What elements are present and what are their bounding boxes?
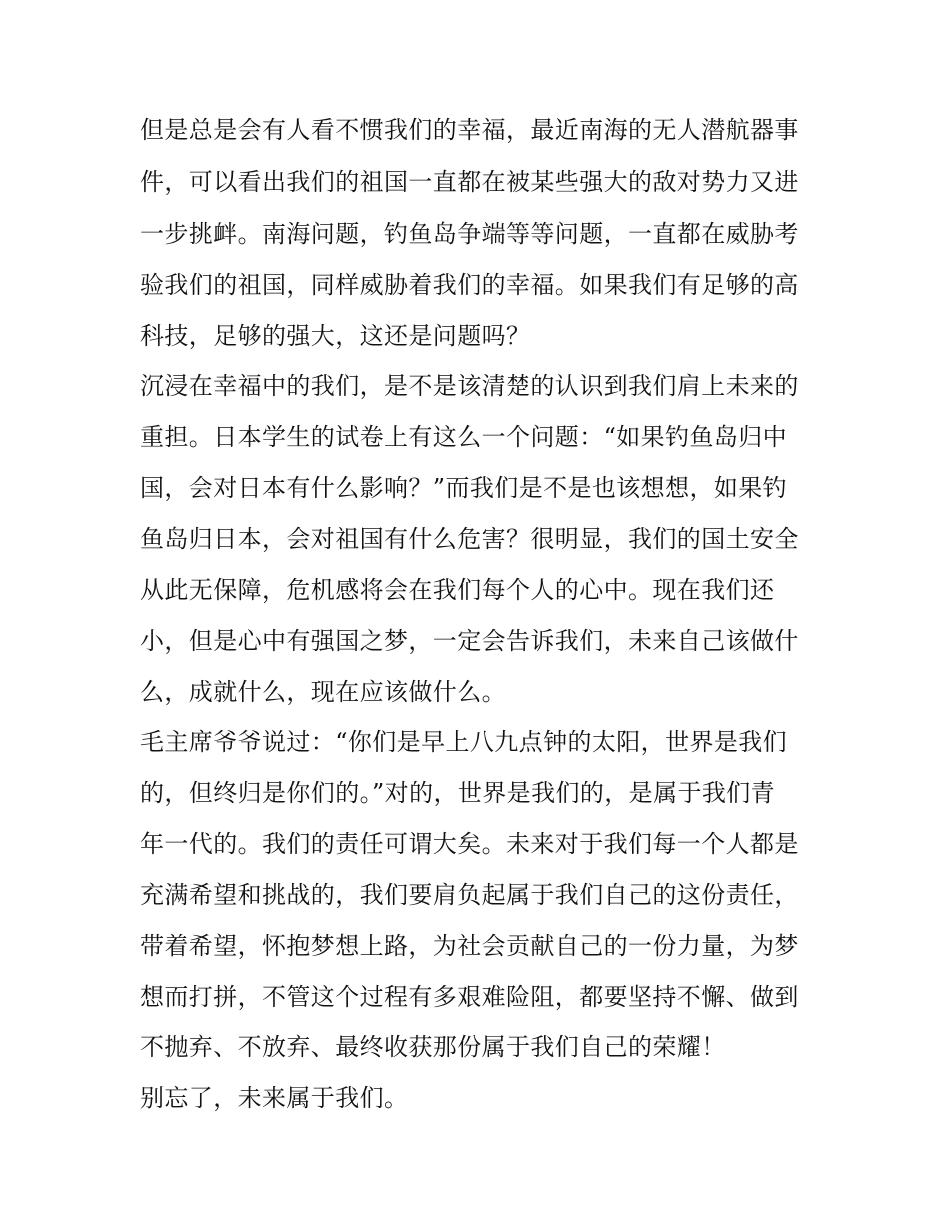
text-line: 但是总是会有人看不惯我们的幸福，最近南海的无人潜航器事 — [140, 116, 799, 144]
text-line: 小，但是心中有强国之梦，一定会告诉我们，未来自己该做什 — [140, 627, 799, 655]
text-line: 科技，足够的强大，这还是问题吗？ — [140, 322, 531, 350]
text-line: 想而打拼，不管这个过程有多艰难险阻，都要坚持不懈、做到 — [140, 983, 799, 1011]
text-line: 带着希望，怀抱梦想上路，为社会贡献自己的一份力量，为梦 — [140, 932, 799, 960]
text-line: 毛主席爷爷说过：“你们是早上八九点钟的太阳，世界是我们 — [140, 728, 788, 756]
text-line: 一步挑衅。南海问题，钓鱼岛争端等等问题，一直都在威胁考 — [140, 220, 799, 248]
text-line: 沉浸在幸福中的我们，是不是该清楚的认识到我们肩上未来的 — [140, 372, 799, 400]
text-line: 别忘了，未来属于我们。 — [140, 1084, 409, 1112]
text-line: 从此无保障，危机感将会在我们每个人的心中。现在我们还 — [140, 576, 775, 604]
text-line: 鱼岛归日本，会对祖国有什么危害？很明显，我们的国土安全 — [140, 525, 799, 553]
text-line: 重担。日本学生的试卷上有这么一个问题：“如果钓鱼岛归中 — [140, 423, 788, 451]
text-line: 验我们的祖国，同样威胁着我们的幸福。如果我们有足够的高 — [140, 271, 799, 299]
text-line: 充满希望和挑战的，我们要肩负起属于我们自己的这份责任， — [140, 881, 799, 909]
text-line: 么，成就什么，现在应该做什么。 — [140, 678, 506, 706]
text-line: 不抛弃、不放弃、最终收获那份属于我们自己的荣耀！ — [140, 1033, 726, 1061]
text-line: 件，可以看出我们的祖国一直都在被某些强大的敌对势力又进 — [140, 168, 799, 196]
text-line: 国，会对日本有什么影响？”而我们是不是也该想想，如果钓 — [140, 474, 788, 502]
text-line: 年一代的。我们的责任可谓大矣。未来对于我们每一个人都是 — [140, 830, 799, 858]
text-line: 的，但终归是你们的。”对的，世界是我们的，是属于我们青 — [140, 779, 776, 807]
